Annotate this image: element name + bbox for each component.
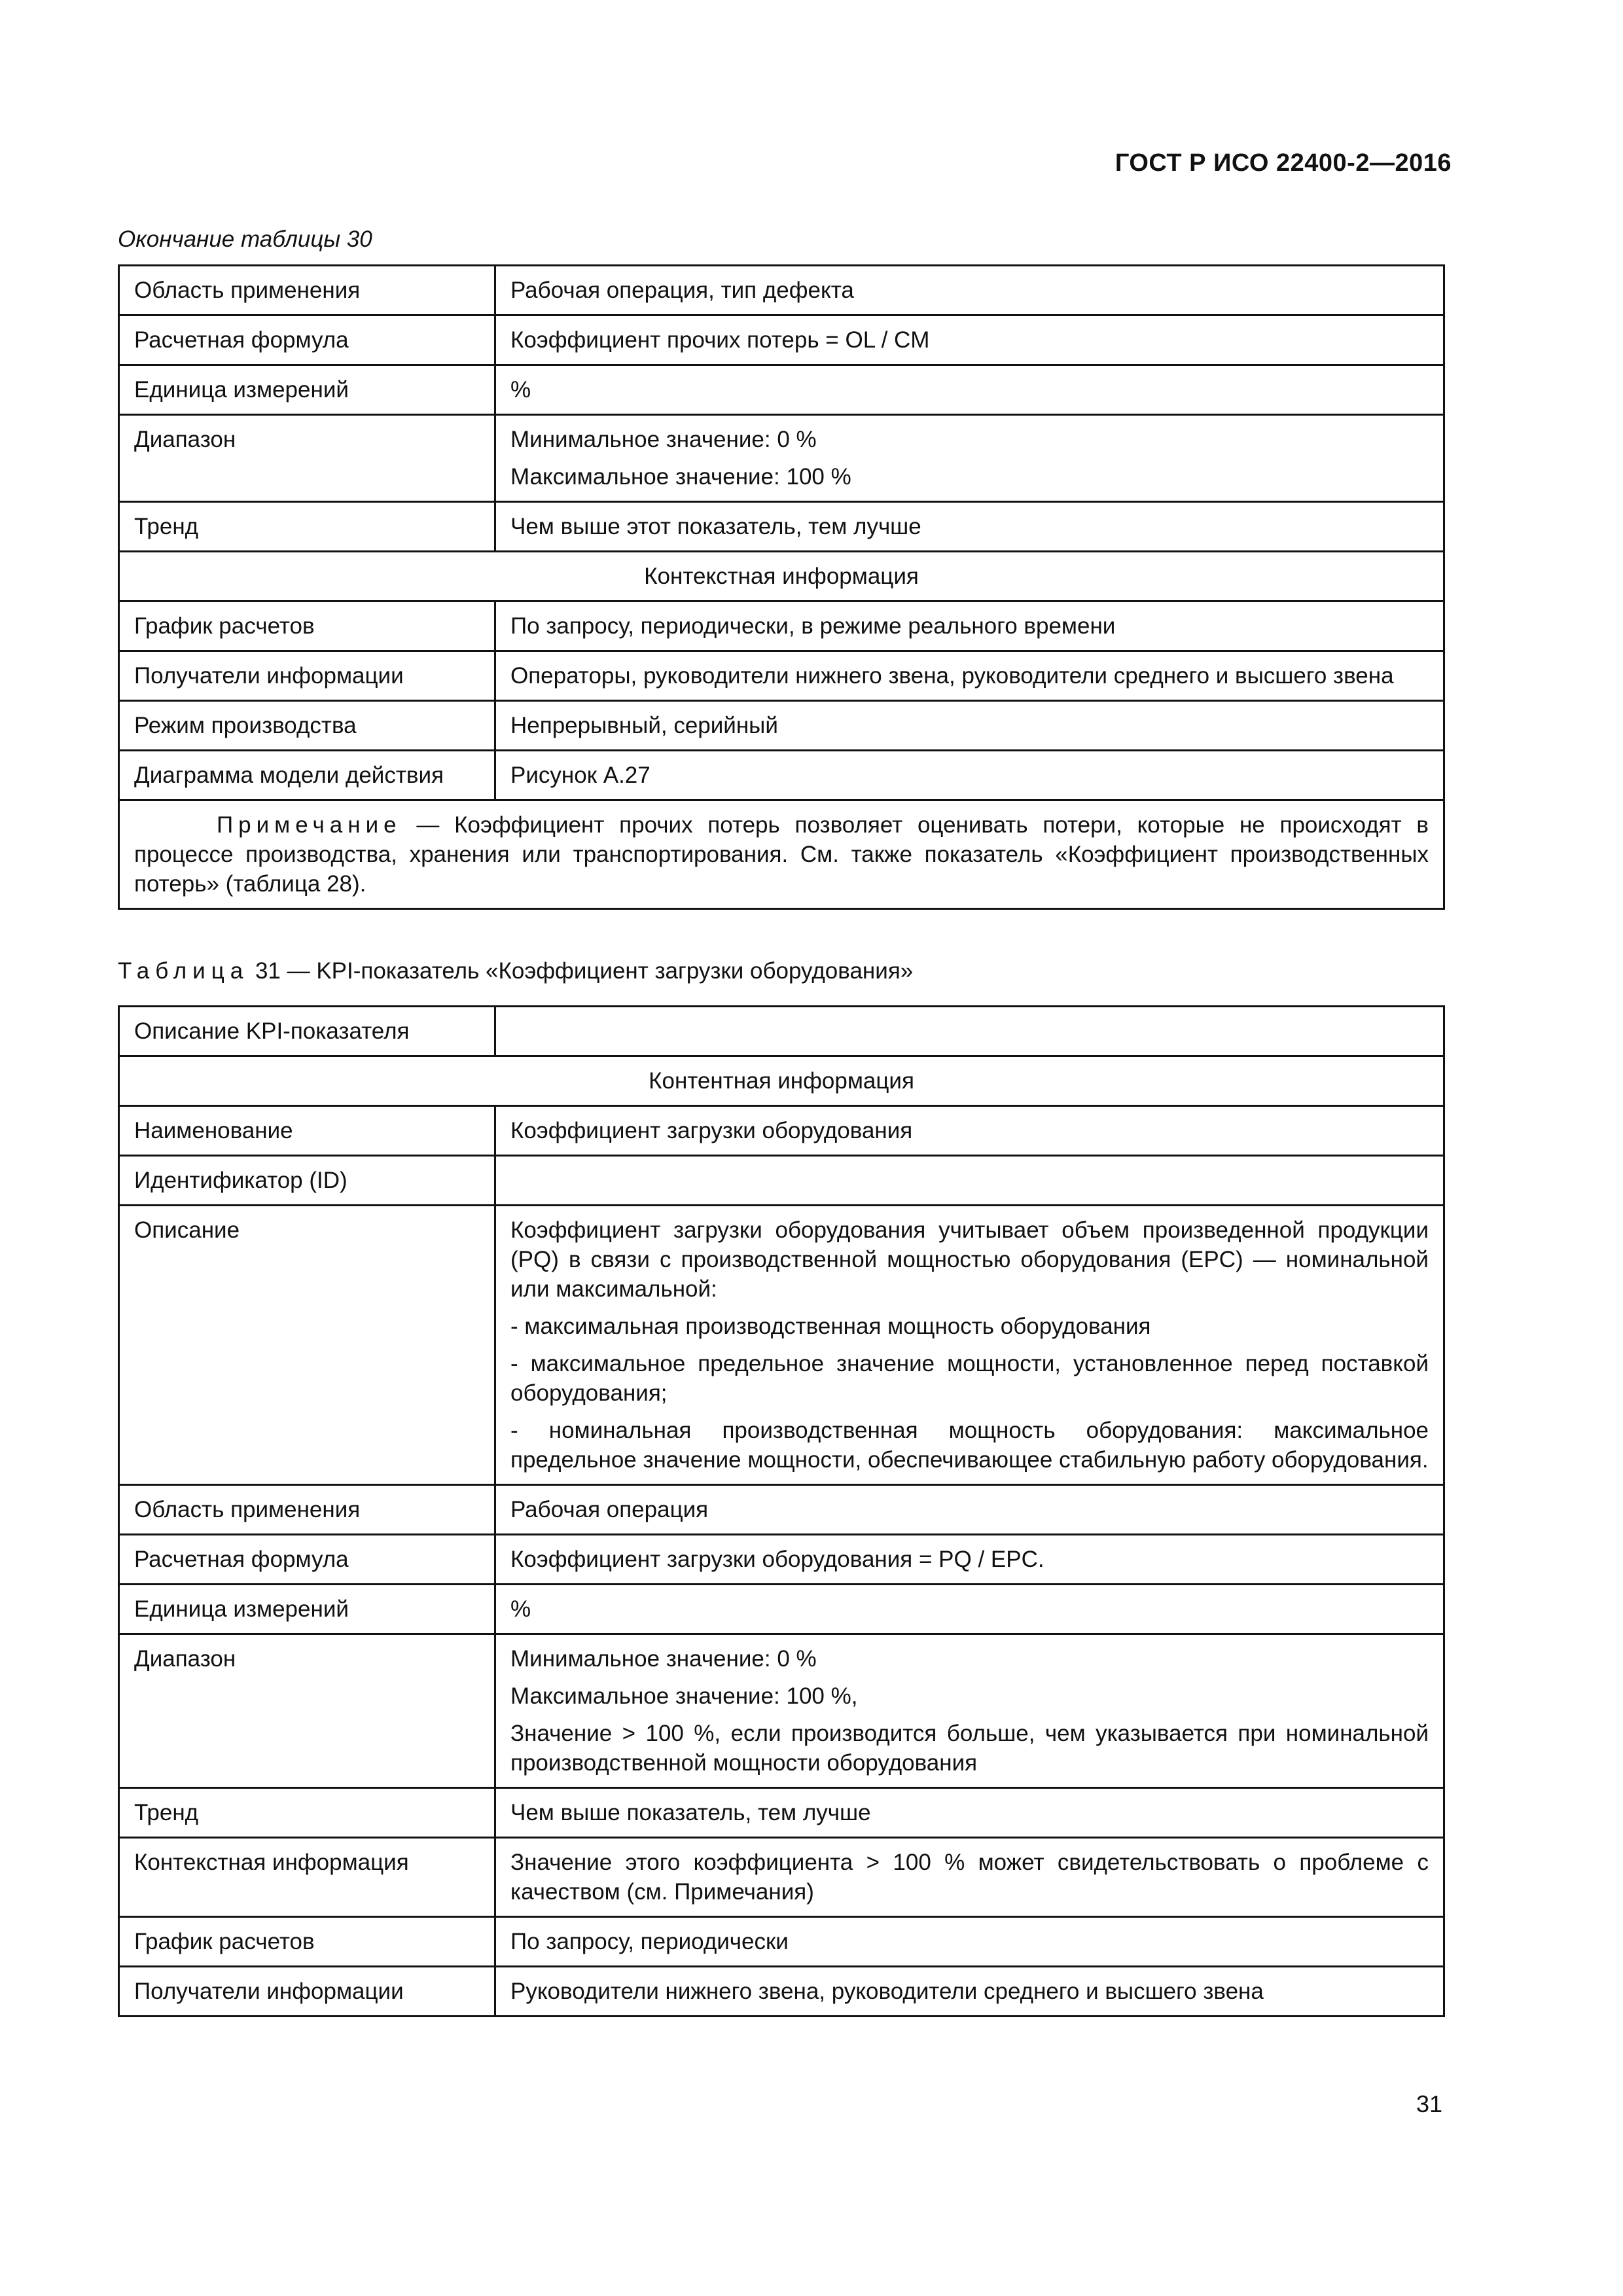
value-line: Коэффициент прочих потерь = OL / CM (510, 327, 930, 353)
value-line: Минимальное значение: 0 % (510, 427, 817, 452)
table-row (119, 502, 1444, 552)
table-row (119, 1967, 1444, 2017)
table-31-caption-label: Таблица (118, 958, 249, 984)
table-row (119, 1156, 1444, 1206)
value-line: По запросу, периодически, в режиме реального времени (510, 613, 1116, 639)
row-key: Единица измерений (119, 1585, 495, 1634)
value-line: Операторы, руководители нижнего звена, руководители среднего и высшего звена (510, 663, 1394, 689)
row-value (495, 1917, 1444, 1967)
row-key: Диапазон (119, 415, 495, 502)
row-key: Тренд (119, 1788, 495, 1838)
section-row (119, 1056, 1444, 1106)
row-value (495, 502, 1444, 552)
table-row (119, 415, 1444, 502)
value-line: - максимальное предельное значение мощности, установленное перед поставкой оборудования; (510, 1351, 1429, 1406)
value-line (510, 1166, 1429, 1195)
row-key: Расчетная формула (119, 315, 495, 365)
table-row (119, 1007, 1444, 1056)
value-line: Значение этого коэффициента > 100 % может свидетельствовать о проблеме с качеством (см. Примечания) (510, 1850, 1429, 1905)
page-number: 31 (1416, 2090, 1442, 2117)
row-key: Идентификатор (ID) (119, 1156, 495, 1206)
table-row (119, 1917, 1444, 1967)
table-row (119, 315, 1444, 365)
table-row (119, 601, 1444, 651)
standard-designation: ГОСТ Р ИСО 22400-2—2016 (1115, 149, 1452, 177)
table-row (119, 1485, 1444, 1535)
row-key: Получатели информации (119, 1967, 495, 2017)
table-row (119, 1838, 1444, 1917)
row-value (495, 651, 1444, 701)
row-value (495, 365, 1444, 415)
table-31-caption-text: 31 — KPI-показатель «Коэффициент загрузки оборудования» (249, 958, 914, 984)
section-heading-content: Контентная информация (119, 1056, 1444, 1106)
table-31-caption (118, 958, 913, 984)
row-value (495, 1788, 1444, 1838)
row-value (495, 751, 1444, 800)
row-key: Единица измерений (119, 365, 495, 415)
section-row (119, 552, 1444, 601)
row-key: Описание KPI-показателя (119, 1007, 495, 1056)
value-line: Коэффициент загрузки оборудования учитывает объем произведенной продукции (PQ) в связи с производственной мощностью оборудования (EPC) — номинальной или максимальной: (510, 1217, 1429, 1302)
row-key: График расчетов (119, 1917, 495, 1967)
row-value (495, 1967, 1444, 2017)
row-value (495, 266, 1444, 315)
value-line: Рисунок А.27 (510, 762, 651, 788)
row-key: Диаграмма модели действия (119, 751, 495, 800)
table-row (119, 701, 1444, 751)
note-row (119, 800, 1444, 909)
table-row (119, 751, 1444, 800)
section-heading-context: Контекстная информация (119, 552, 1444, 601)
row-value (495, 315, 1444, 365)
table-row (119, 1788, 1444, 1838)
row-value (495, 701, 1444, 751)
table-row (119, 365, 1444, 415)
row-value (495, 1485, 1444, 1535)
value-line: Рабочая операция (510, 1497, 709, 1522)
value-line: Коэффициент загрузки оборудования = PQ / EPC. (510, 1547, 1044, 1572)
row-key: Диапазон (119, 1634, 495, 1788)
row-value (495, 1634, 1444, 1788)
value-line: - максимальная производственная мощность оборудования (510, 1314, 1151, 1339)
row-value (495, 601, 1444, 651)
row-value (495, 1007, 1444, 1056)
table-30-body (119, 266, 1444, 909)
table-30-caption: Окончание таблицы 30 (118, 226, 372, 252)
table-note (119, 800, 1444, 909)
value-line: - номинальная производственная мощность оборудования: максимальное предельное значение мощности, обеспечивающее стабильную работу оборудования. (510, 1418, 1429, 1473)
table-31-body (119, 1007, 1444, 2017)
note-text: — Коэффициент прочих потерь позволяет оценивать потери, которые не происходят в процессе производства, хранения или транспортирования. См. также показатель «Коэффициент производственных потерь» (таблица 28). (134, 812, 1429, 897)
row-value (495, 1585, 1444, 1634)
row-key: Наименование (119, 1106, 495, 1156)
value-line: Чем выше этот показатель, тем лучше (510, 514, 921, 539)
value-line: Максимальное значение: 100 % (510, 464, 851, 490)
value-line: Минимальное значение: 0 % (510, 1646, 817, 1672)
value-line: Коэффициент загрузки оборудования (510, 1118, 913, 1143)
row-value (495, 1838, 1444, 1917)
table-row (119, 651, 1444, 701)
row-key: Расчетная формула (119, 1535, 495, 1585)
value-line: По запросу, периодически (510, 1929, 789, 1954)
value-line: % (510, 1596, 531, 1622)
row-key: График расчетов (119, 601, 495, 651)
table-row (119, 1585, 1444, 1634)
value-line: Максимальное значение: 100 %, (510, 1683, 858, 1709)
table-row (119, 1535, 1444, 1585)
value-line: Значение > 100 %, если производится больше, чем указывается при номинальной производственной мощности оборудования (510, 1721, 1429, 1776)
table-row (119, 266, 1444, 315)
value-line: Руководители нижнего звена, руководители среднего и высшего звена (510, 1979, 1264, 2004)
value-line: Непрерывный, серийный (510, 713, 778, 738)
row-value (495, 1106, 1444, 1156)
row-value (495, 1156, 1444, 1206)
row-key: Получатели информации (119, 651, 495, 701)
row-key: Режим производства (119, 701, 495, 751)
row-key: Область применения (119, 266, 495, 315)
row-value (495, 1535, 1444, 1585)
row-value (495, 1206, 1444, 1485)
table-row (119, 1634, 1444, 1788)
value-line: % (510, 377, 531, 403)
row-key: Область применения (119, 1485, 495, 1535)
row-key: Контекстная информация (119, 1838, 495, 1917)
row-key: Описание (119, 1206, 495, 1485)
value-line: Рабочая операция, тип дефекта (510, 278, 854, 303)
row-value (495, 415, 1444, 502)
table-30 (118, 264, 1445, 910)
table-row (119, 1106, 1444, 1156)
table-row (119, 1206, 1444, 1485)
note-label: Примечание (217, 812, 402, 838)
value-line: Чем выше показатель, тем лучше (510, 1800, 871, 1825)
row-key: Тренд (119, 502, 495, 552)
table-31 (118, 1005, 1445, 2017)
